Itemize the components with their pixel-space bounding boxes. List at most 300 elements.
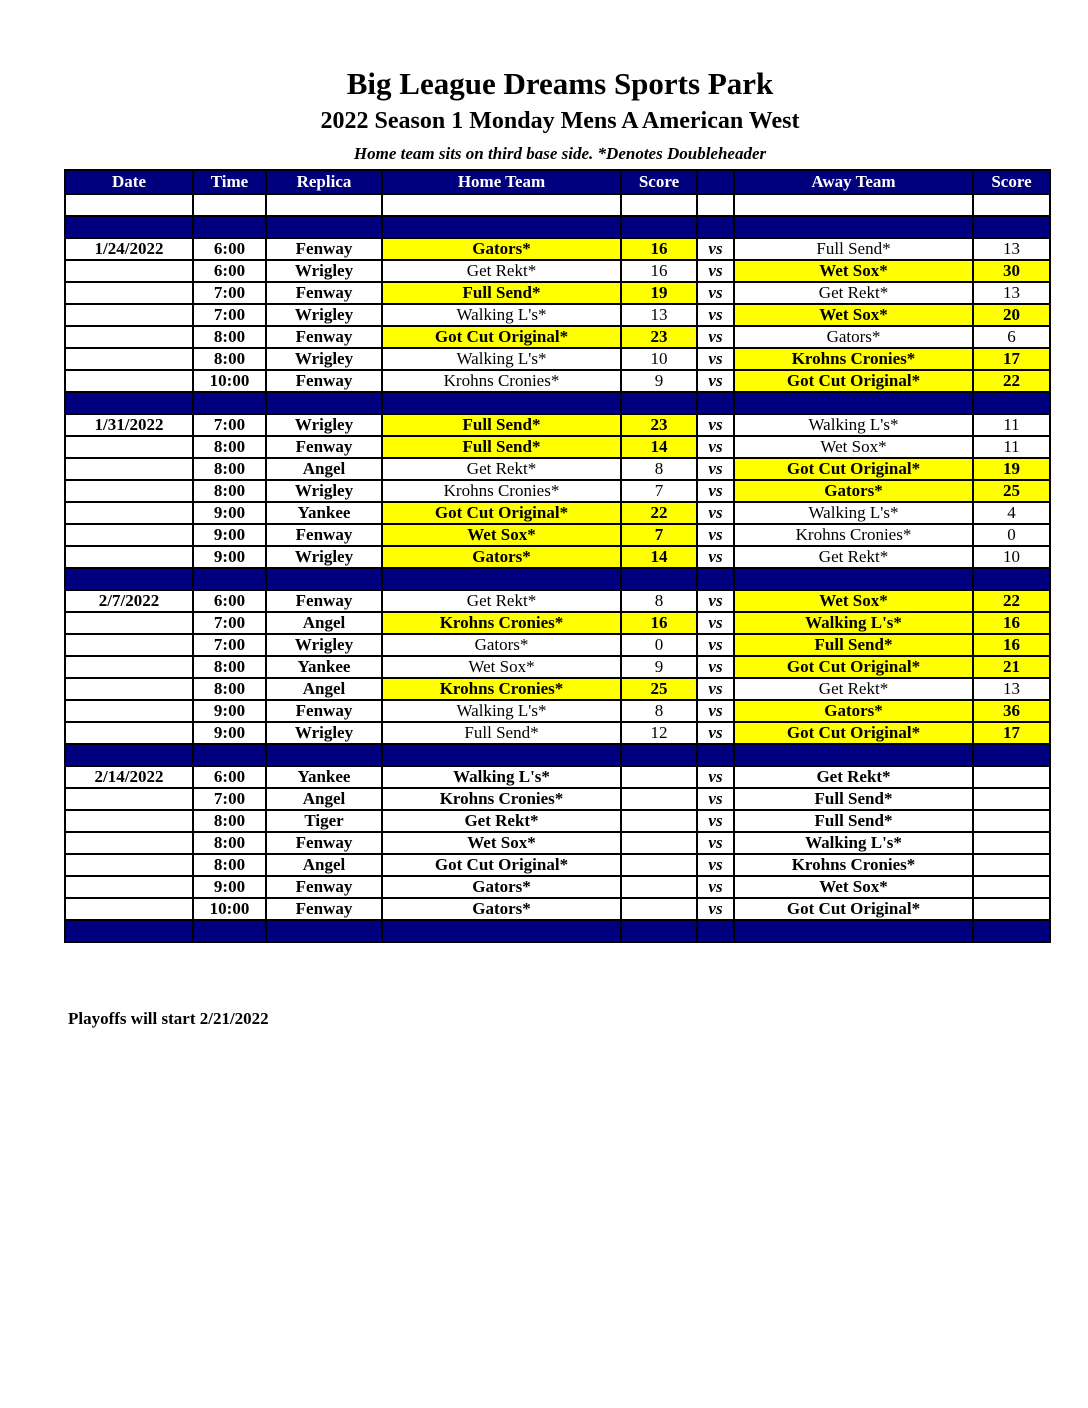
away-team-cell: Wet Sox* [734, 590, 973, 612]
date-cell [65, 810, 193, 832]
replica-cell: Wrigley [266, 480, 382, 502]
date-cell [65, 722, 193, 744]
home-team-cell: Wet Sox* [382, 656, 621, 678]
empty-cell [382, 392, 621, 414]
date-cell [65, 788, 193, 810]
home-team-cell: Got Cut Original* [382, 502, 621, 524]
empty-cell [266, 920, 382, 942]
home-score-cell [621, 898, 697, 920]
replica-cell: Tiger [266, 810, 382, 832]
home-score-cell: 10 [621, 348, 697, 370]
empty-cell [973, 568, 1050, 590]
empty-cell [266, 568, 382, 590]
home-team-cell: Krohns Cronies* [382, 612, 621, 634]
home-team-cell: Full Send* [382, 436, 621, 458]
empty-cell [734, 744, 973, 766]
home-score-cell: 8 [621, 458, 697, 480]
empty-cell [697, 744, 734, 766]
date-cell [65, 436, 193, 458]
away-score-cell: 20 [973, 304, 1050, 326]
replica-cell: Wrigley [266, 414, 382, 436]
page-subtitle: 2022 Season 1 Monday Mens A American West [320, 108, 800, 134]
home-score-cell: 19 [621, 282, 697, 304]
away-team-cell: Walking L's* [734, 414, 973, 436]
empty-cell [697, 216, 734, 238]
vs-cell: vs [697, 832, 734, 854]
game-row [65, 898, 1050, 920]
game-row [65, 436, 1050, 458]
col-away-score: Score [973, 170, 1050, 194]
time-cell: 9:00 [193, 502, 266, 524]
home-score-cell: 23 [621, 414, 697, 436]
vs-cell: vs [697, 326, 734, 348]
away-score-cell: 0 [973, 524, 1050, 546]
away-team-cell: Got Cut Original* [734, 656, 973, 678]
date-cell [65, 678, 193, 700]
time-cell: 6:00 [193, 766, 266, 788]
date-cell: 2/14/2022 [65, 766, 193, 788]
game-row [65, 282, 1050, 304]
home-score-cell [621, 766, 697, 788]
vs-cell: vs [697, 722, 734, 744]
date-cell [65, 304, 193, 326]
game-row [65, 634, 1050, 656]
home-team-cell: Gators* [382, 238, 621, 260]
empty-cell [266, 744, 382, 766]
date-cell [65, 612, 193, 634]
empty-cell [697, 568, 734, 590]
vs-cell: vs [697, 766, 734, 788]
empty-cell [382, 568, 621, 590]
away-team-cell: Full Send* [734, 788, 973, 810]
away-team-cell: Walking L's* [734, 612, 973, 634]
empty-cell [697, 392, 734, 414]
away-score-cell: 6 [973, 326, 1050, 348]
date-cell [65, 480, 193, 502]
home-team-cell: Walking L's* [382, 700, 621, 722]
replica-cell: Wrigley [266, 546, 382, 568]
date-cell [65, 656, 193, 678]
game-row [65, 722, 1050, 744]
empty-cell [621, 744, 697, 766]
away-team-cell: Full Send* [734, 810, 973, 832]
time-cell: 8:00 [193, 810, 266, 832]
game-row [65, 524, 1050, 546]
time-cell: 8:00 [193, 832, 266, 854]
time-cell: 7:00 [193, 304, 266, 326]
vs-cell: vs [697, 854, 734, 876]
date-cell [65, 854, 193, 876]
home-team-cell: Full Send* [382, 282, 621, 304]
time-cell: 8:00 [193, 480, 266, 502]
time-cell: 8:00 [193, 656, 266, 678]
time-cell: 7:00 [193, 414, 266, 436]
vs-cell: vs [697, 502, 734, 524]
empty-cell [734, 920, 973, 942]
home-score-cell: 7 [621, 480, 697, 502]
home-score-cell: 0 [621, 634, 697, 656]
vs-cell: vs [697, 480, 734, 502]
replica-cell: Fenway [266, 524, 382, 546]
home-score-cell: 14 [621, 546, 697, 568]
vs-cell: vs [697, 238, 734, 260]
away-team-cell: Got Cut Original* [734, 722, 973, 744]
vs-cell: vs [697, 700, 734, 722]
away-team-cell: Got Cut Original* [734, 370, 973, 392]
game-row [65, 480, 1050, 502]
replica-cell: Wrigley [266, 634, 382, 656]
away-score-cell: 19 [973, 458, 1050, 480]
away-team-cell: Walking L's* [734, 832, 973, 854]
page-title: Big League Dreams Sports Park [346, 66, 774, 101]
away-score-cell [973, 854, 1050, 876]
col-home-score: Score [621, 170, 697, 194]
home-team-cell: Wet Sox* [382, 832, 621, 854]
week-separator [65, 392, 1050, 414]
replica-cell: Fenway [266, 590, 382, 612]
blank-row [65, 194, 1050, 216]
game-row [65, 832, 1050, 854]
home-team-cell: Walking L's* [382, 348, 621, 370]
game-row [65, 656, 1050, 678]
replica-cell: Wrigley [266, 304, 382, 326]
col-date: Date [65, 170, 193, 194]
empty-cell [734, 216, 973, 238]
header-row [65, 170, 1050, 194]
empty-cell [621, 216, 697, 238]
away-score-cell: 21 [973, 656, 1050, 678]
game-row [65, 810, 1050, 832]
home-score-cell: 9 [621, 370, 697, 392]
vs-cell: vs [697, 810, 734, 832]
time-cell: 9:00 [193, 524, 266, 546]
replica-cell: Fenway [266, 700, 382, 722]
away-team-cell: Wet Sox* [734, 304, 973, 326]
vs-cell: vs [697, 524, 734, 546]
week-separator [65, 744, 1050, 766]
time-cell: 10:00 [193, 370, 266, 392]
home-team-cell: Wet Sox* [382, 524, 621, 546]
vs-cell: vs [697, 546, 734, 568]
home-team-cell: Get Rekt* [382, 810, 621, 832]
away-team-cell: Gators* [734, 480, 973, 502]
away-score-cell: 13 [973, 238, 1050, 260]
away-score-cell [973, 832, 1050, 854]
game-row [65, 502, 1050, 524]
date-cell [65, 282, 193, 304]
date-cell [65, 898, 193, 920]
empty-cell [734, 194, 973, 216]
time-cell: 6:00 [193, 590, 266, 612]
home-team-cell: Get Rekt* [382, 260, 621, 282]
home-score-cell: 16 [621, 238, 697, 260]
date-cell [65, 546, 193, 568]
schedule-table [64, 169, 1051, 943]
date-cell [65, 458, 193, 480]
away-score-cell: 11 [973, 414, 1050, 436]
time-cell: 7:00 [193, 612, 266, 634]
home-score-cell: 16 [621, 260, 697, 282]
home-team-cell: Got Cut Original* [382, 854, 621, 876]
away-team-cell: Get Rekt* [734, 546, 973, 568]
vs-cell: vs [697, 876, 734, 898]
away-score-cell: 16 [973, 634, 1050, 656]
home-team-cell: Gators* [382, 634, 621, 656]
empty-cell [266, 216, 382, 238]
vs-cell: vs [697, 898, 734, 920]
home-score-cell: 8 [621, 700, 697, 722]
away-score-cell [973, 766, 1050, 788]
home-score-cell [621, 876, 697, 898]
away-score-cell: 13 [973, 282, 1050, 304]
replica-cell: Fenway [266, 326, 382, 348]
col-replica: Replica [266, 170, 382, 194]
empty-cell [65, 744, 193, 766]
away-team-cell: Krohns Cronies* [734, 524, 973, 546]
away-score-cell: 10 [973, 546, 1050, 568]
schedule-note: Home team sits on third base side. *Denotes Doubleheader [353, 144, 767, 163]
time-cell: 7:00 [193, 788, 266, 810]
date-cell: 1/31/2022 [65, 414, 193, 436]
col-time: Time [193, 170, 266, 194]
time-cell: 8:00 [193, 458, 266, 480]
replica-cell: Yankee [266, 766, 382, 788]
date-cell: 2/7/2022 [65, 590, 193, 612]
empty-cell [973, 216, 1050, 238]
empty-cell [193, 744, 266, 766]
empty-cell [697, 920, 734, 942]
replica-cell: Fenway [266, 436, 382, 458]
game-row [65, 766, 1050, 788]
home-score-cell: 16 [621, 612, 697, 634]
date-cell [65, 326, 193, 348]
vs-cell: vs [697, 656, 734, 678]
home-score-cell: 12 [621, 722, 697, 744]
time-cell: 6:00 [193, 260, 266, 282]
empty-cell [266, 392, 382, 414]
replica-cell: Angel [266, 788, 382, 810]
game-row [65, 612, 1050, 634]
home-score-cell [621, 854, 697, 876]
playoffs-note: Playoffs will start 2/21/2022 [68, 1009, 269, 1028]
date-cell [65, 832, 193, 854]
empty-cell [382, 744, 621, 766]
empty-cell [973, 392, 1050, 414]
home-score-cell: 7 [621, 524, 697, 546]
time-cell: 8:00 [193, 348, 266, 370]
home-score-cell: 25 [621, 678, 697, 700]
game-row [65, 546, 1050, 568]
vs-cell: vs [697, 612, 734, 634]
time-cell: 6:00 [193, 238, 266, 260]
replica-cell: Angel [266, 854, 382, 876]
vs-cell: vs [697, 370, 734, 392]
away-team-cell: Wet Sox* [734, 260, 973, 282]
empty-cell [621, 392, 697, 414]
time-cell: 9:00 [193, 546, 266, 568]
home-score-cell: 14 [621, 436, 697, 458]
vs-cell: vs [697, 260, 734, 282]
game-row [65, 590, 1050, 612]
week-separator [65, 216, 1050, 238]
home-team-cell: Full Send* [382, 414, 621, 436]
empty-cell [193, 216, 266, 238]
home-score-cell: 8 [621, 590, 697, 612]
vs-cell: vs [697, 788, 734, 810]
empty-cell [65, 920, 193, 942]
away-score-cell: 17 [973, 348, 1050, 370]
away-team-cell: Krohns Cronies* [734, 348, 973, 370]
home-team-cell: Gators* [382, 898, 621, 920]
week-separator [65, 568, 1050, 590]
away-score-cell: 4 [973, 502, 1050, 524]
empty-cell [973, 920, 1050, 942]
time-cell: 9:00 [193, 722, 266, 744]
away-team-cell: Get Rekt* [734, 766, 973, 788]
vs-cell: vs [697, 304, 734, 326]
away-score-cell: 36 [973, 700, 1050, 722]
game-row [65, 876, 1050, 898]
time-cell: 7:00 [193, 282, 266, 304]
replica-cell: Fenway [266, 832, 382, 854]
empty-cell [193, 920, 266, 942]
empty-cell [734, 392, 973, 414]
empty-cell [193, 568, 266, 590]
home-team-cell: Krohns Cronies* [382, 480, 621, 502]
away-team-cell: Get Rekt* [734, 678, 973, 700]
home-score-cell: 23 [621, 326, 697, 348]
home-team-cell: Krohns Cronies* [382, 678, 621, 700]
time-cell: 8:00 [193, 436, 266, 458]
game-row [65, 260, 1050, 282]
time-cell: 8:00 [193, 854, 266, 876]
empty-cell [65, 216, 193, 238]
replica-cell: Fenway [266, 898, 382, 920]
game-row [65, 788, 1050, 810]
date-cell [65, 260, 193, 282]
empty-cell [734, 568, 973, 590]
away-score-cell: 11 [973, 436, 1050, 458]
home-team-cell: Krohns Cronies* [382, 370, 621, 392]
date-cell [65, 348, 193, 370]
away-team-cell: Get Rekt* [734, 282, 973, 304]
away-team-cell: Wet Sox* [734, 436, 973, 458]
away-score-cell: 16 [973, 612, 1050, 634]
date-cell [65, 524, 193, 546]
empty-cell [621, 920, 697, 942]
home-team-cell: Walking L's* [382, 766, 621, 788]
home-score-cell [621, 832, 697, 854]
time-cell: 8:00 [193, 678, 266, 700]
away-score-cell: 13 [973, 678, 1050, 700]
vs-cell: vs [697, 634, 734, 656]
time-cell: 9:00 [193, 700, 266, 722]
vs-cell: vs [697, 282, 734, 304]
vs-cell: vs [697, 678, 734, 700]
empty-cell [621, 568, 697, 590]
replica-cell: Wrigley [266, 722, 382, 744]
home-team-cell: Krohns Cronies* [382, 788, 621, 810]
vs-cell: vs [697, 348, 734, 370]
home-team-cell: Full Send* [382, 722, 621, 744]
empty-cell [382, 216, 621, 238]
date-cell [65, 370, 193, 392]
game-row [65, 414, 1050, 436]
away-score-cell: 17 [973, 722, 1050, 744]
empty-cell [193, 194, 266, 216]
home-team-cell: Walking L's* [382, 304, 621, 326]
away-score-cell: 30 [973, 260, 1050, 282]
empty-cell [973, 194, 1050, 216]
away-team-cell: Got Cut Original* [734, 458, 973, 480]
empty-cell [382, 920, 621, 942]
date-cell: 1/24/2022 [65, 238, 193, 260]
home-team-cell: Get Rekt* [382, 458, 621, 480]
date-cell [65, 700, 193, 722]
away-score-cell: 25 [973, 480, 1050, 502]
away-team-cell: Got Cut Original* [734, 898, 973, 920]
home-score-cell: 9 [621, 656, 697, 678]
away-team-cell: Full Send* [734, 634, 973, 656]
game-row [65, 458, 1050, 480]
vs-cell: vs [697, 458, 734, 480]
away-score-cell [973, 898, 1050, 920]
away-score-cell [973, 788, 1050, 810]
away-score-cell: 22 [973, 370, 1050, 392]
empty-cell [973, 744, 1050, 766]
replica-cell: Angel [266, 458, 382, 480]
home-score-cell: 22 [621, 502, 697, 524]
empty-cell [621, 194, 697, 216]
empty-cell [65, 392, 193, 414]
replica-cell: Fenway [266, 282, 382, 304]
game-row [65, 348, 1050, 370]
home-score-cell: 13 [621, 304, 697, 326]
away-team-cell: Gators* [734, 326, 973, 348]
col-home-team: Home Team [382, 170, 621, 194]
away-team-cell: Gators* [734, 700, 973, 722]
home-team-cell: Got Cut Original* [382, 326, 621, 348]
replica-cell: Wrigley [266, 260, 382, 282]
away-team-cell: Krohns Cronies* [734, 854, 973, 876]
empty-cell [266, 194, 382, 216]
game-row [65, 678, 1050, 700]
vs-cell: vs [697, 436, 734, 458]
away-score-cell [973, 876, 1050, 898]
replica-cell: Fenway [266, 370, 382, 392]
game-row [65, 854, 1050, 876]
home-team-cell: Gators* [382, 546, 621, 568]
home-team-cell: Gators* [382, 876, 621, 898]
replica-cell: Fenway [266, 876, 382, 898]
date-cell [65, 502, 193, 524]
game-row [65, 370, 1050, 392]
replica-cell: Yankee [266, 656, 382, 678]
home-score-cell [621, 810, 697, 832]
home-score-cell [621, 788, 697, 810]
replica-cell: Fenway [266, 238, 382, 260]
date-cell [65, 634, 193, 656]
time-cell: 9:00 [193, 876, 266, 898]
game-row [65, 700, 1050, 722]
empty-cell [697, 194, 734, 216]
away-team-cell: Wet Sox* [734, 876, 973, 898]
col-away-team: Away Team [734, 170, 973, 194]
replica-cell: Angel [266, 678, 382, 700]
game-row [65, 304, 1050, 326]
empty-cell [193, 392, 266, 414]
home-team-cell: Get Rekt* [382, 590, 621, 612]
